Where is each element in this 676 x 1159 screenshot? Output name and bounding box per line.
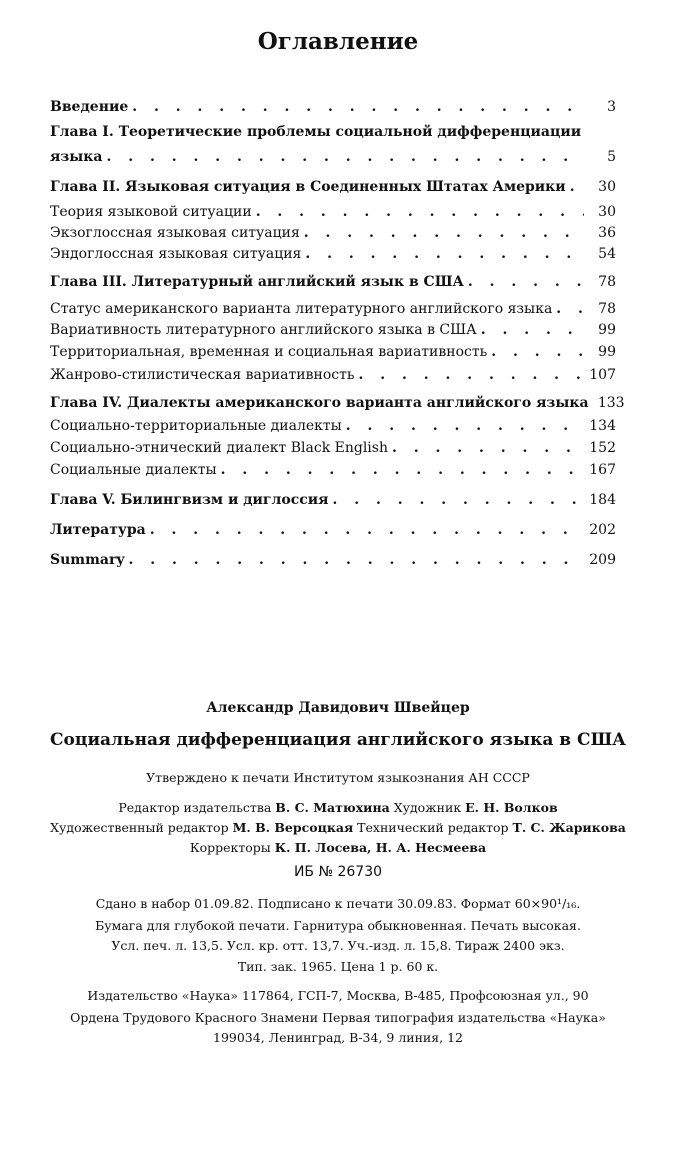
dot-leader [107,148,585,166]
toc-entry [50,417,616,435]
toc-entry [50,521,616,539]
toc-page-number: 167 [589,462,616,478]
toc-page-number: 54 [598,246,616,262]
toc-page-number: 209 [589,552,616,568]
ib-number: ИБ № 26730 [293,864,383,880]
toc-entry [50,394,625,412]
toc-entry-label: Глава II. Языковая ситуация в Соединенных Штатах Америки [50,179,566,195]
dot-leader [346,417,584,435]
imprint-line: Сдано в набор 01.09.82. Подписано к печати 30.09.83. Формат 60×90¹/₁₆. [95,896,581,911]
toc-page-number: 99 [598,322,616,338]
toc-entry-label: Теория языковой ситуации [50,204,252,220]
label: Корректоры [189,840,271,855]
toc-entry [50,245,616,263]
proofreader-names: К. П. Лосева, Н. А. Несмеева [274,840,487,855]
toc-page-number: 30 [598,179,616,195]
toc-entry [50,461,616,479]
toc-entry-label: Жанрово-стилистическая вариативность [50,367,355,383]
toc-entry [50,343,616,361]
book-title: Социальная дифференциация английского языка в США [50,730,626,750]
dot-leader [358,366,584,384]
label: Художник [393,800,462,815]
imprint-line: Ордена Трудового Красного Знамени Первая типография издательства «Наука» [70,1010,606,1025]
dot-leader [132,98,584,116]
toc-page-number: 134 [589,418,616,434]
toc-entry-label: Глава III. Литературный английский язык в США [50,274,464,290]
toc-entry-label: Социально-этнический диалект Black English [50,440,388,456]
toc-entry-label: Summary [50,552,125,568]
toc-page-number: 36 [598,225,616,241]
art-editor-name: М. В. Версоцкая [232,820,354,835]
dot-leader [491,343,584,361]
toc-entry [50,224,616,242]
toc-page-number: 133 [597,395,625,411]
label: Художественный редактор [50,820,229,835]
toc-entry [50,98,616,116]
proofreaders-line [0,840,676,855]
dot-leader [150,521,584,539]
art-editors-line [0,820,676,835]
imprint-line: 199034, Ленинград, В-34, 9 линия, 12 [213,1030,463,1045]
dot-leader [333,491,585,509]
toc-page-number: 184 [589,492,616,508]
toc-page-number: 152 [589,440,616,456]
toc-page-number: 78 [598,301,616,317]
toc-entry [50,321,616,339]
imprint-line: Тип. зак. 1965. Цена 1 р. 60 к. [237,959,439,974]
label: Технический редактор [357,820,509,835]
dot-leader [481,321,584,339]
dot-leader [304,224,584,242]
toc-entry [50,203,616,221]
toc-entry [50,300,616,318]
toc-entry-label: Статус американского варианта литературного английского языка [50,301,553,317]
artist-name: Е. Н. Волков [465,800,558,815]
dot-leader [570,178,584,196]
toc-entry-line: Глава I. Теоретические проблемы социальной дифференциации [50,124,582,140]
toc-page-number: 202 [589,522,616,538]
toc-title: Оглавление [257,28,419,55]
toc-page-number: 107 [589,367,616,383]
imprint-line: Издательство «Наука» 117864, ГСП-7, Москва, В-485, Профсоюзная ул., 90 [87,988,589,1003]
toc-entry-label: Глава IV. Диалекты американского варианта английского языка [50,395,589,411]
toc-entry-label: Литература [50,522,146,538]
toc-page-number: 78 [598,274,616,290]
toc-entry [50,178,616,196]
toc-entry-label: Экзоглоссная языковая ситуация [50,225,300,241]
toc-entry-label: Эндоглоссная языковая ситуация [50,246,302,262]
author-name: Александр Давидович Швейцер [206,700,470,716]
editors-line [0,800,676,815]
toc-page-number: 30 [598,204,616,220]
toc-entry [50,439,616,457]
dot-leader [221,461,584,479]
toc-entry [50,148,616,166]
toc-entry-label: Введение [50,99,129,115]
toc-entry [50,273,616,291]
toc-entry-label: Территориальная, временная и социальная вариативность [50,344,488,360]
dot-leader [305,245,584,263]
toc-entry-label: Глава V. Билингвизм и диглоссия [50,492,329,508]
toc-page-number: 3 [607,99,616,115]
dot-leader [556,300,584,318]
toc-page-number: 5 [607,149,616,165]
toc-entry-label: Социально-территориальные диалекты [50,418,342,434]
toc-entry [50,491,616,509]
toc-entry-label: языка [50,149,103,165]
dot-leader [392,439,584,457]
dot-leader [129,551,585,569]
imprint-line: Бумага для глубокой печати. Гарнитура обыкновенная. Печать высокая. [95,918,581,933]
toc-entry-label: Вариативность литературного английского языка в США [50,322,477,338]
dot-leader [468,273,584,291]
dot-leader [256,203,584,221]
toc-entry-label: Социальные диалекты [50,462,217,478]
label: Редактор издательства [118,800,272,815]
toc-entry [50,551,616,569]
tech-editor-name: Т. С. Жарикова [512,820,626,835]
toc-entry [50,366,616,384]
approval-line: Утверждено к печати Институтом языкознания АН СССР [146,770,530,785]
editor-name: В. С. Матюхина [275,800,390,815]
toc-page-number: 99 [598,344,616,360]
imprint-line: Усл. печ. л. 13,5. Усл. кр. отт. 13,7. Уч.-изд. л. 15,8. Тираж 2400 экз. [111,938,565,953]
